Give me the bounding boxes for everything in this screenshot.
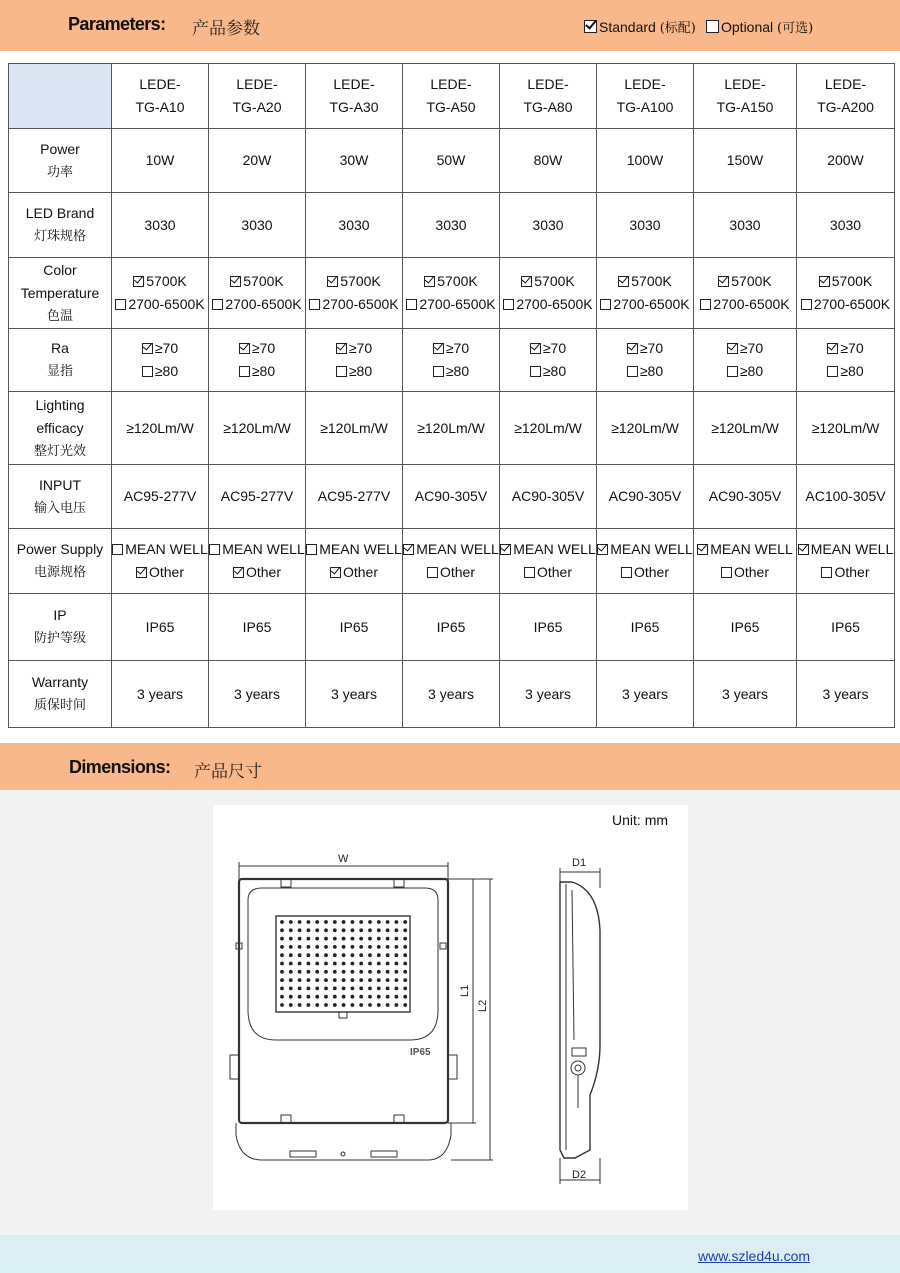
input-row <box>9 465 895 529</box>
efficacy-value: ≥120Lm/W <box>500 392 597 465</box>
dim-l1-label: L1 <box>459 984 471 997</box>
unchecked-box-icon <box>309 299 320 310</box>
ra-options: ≥70 ≥80 <box>797 329 895 392</box>
ip-rating-value: IP65 <box>597 594 694 661</box>
parameters-title-cn: 产品参数 <box>192 19 260 39</box>
power-row <box>9 129 895 193</box>
color-temperature-label: Color Temperature 色温 <box>9 258 112 329</box>
legend-optional: Optional (可选) <box>706 17 813 36</box>
warranty-value: 3 years <box>306 661 403 728</box>
dim-w-label: W <box>338 853 349 865</box>
footer <box>0 1235 900 1273</box>
checked-box-icon <box>233 567 244 578</box>
checked-box-icon <box>133 276 144 287</box>
unchecked-box-icon <box>115 299 126 310</box>
unchecked-box-icon <box>209 544 220 555</box>
unchecked-box-icon <box>306 544 317 555</box>
led-brand-value: 3030 <box>797 193 895 258</box>
unchecked-box-icon <box>600 299 611 310</box>
ra-label: Ra 显指 <box>9 329 112 392</box>
warranty-row <box>9 661 895 728</box>
dim-d1-label: D1 <box>572 857 587 869</box>
input-voltage-value: AC90-305V <box>403 465 500 529</box>
ip-rating-value: IP65 <box>694 594 797 661</box>
color-temperature-options: 5700K 2700-6500K <box>797 258 895 329</box>
led-brand-value: 3030 <box>209 193 306 258</box>
input-voltage-value: AC90-305V <box>694 465 797 529</box>
color-temperature-options: 5700K 2700-6500K <box>597 258 694 329</box>
checked-box-icon <box>424 276 435 287</box>
unchecked-box-icon <box>406 299 417 310</box>
checked-box-icon <box>627 343 638 354</box>
power-value: 10W <box>112 129 209 193</box>
model-header: LEDE- TG-A30 <box>306 64 403 129</box>
model-header: LEDE- TG-A50 <box>403 64 500 129</box>
power-supply-options: MEAN WELL Other <box>209 529 306 594</box>
led-brand-row <box>9 193 895 258</box>
power-supply-options: MEAN WELL Other <box>694 529 797 594</box>
checked-box-icon <box>239 343 250 354</box>
efficacy-value: ≥120Lm/W <box>694 392 797 465</box>
color-temperature-options: 5700K 2700-6500K <box>306 258 403 329</box>
checked-box-icon <box>584 20 597 33</box>
checked-box-icon <box>618 276 629 287</box>
ra-options: ≥70 ≥80 <box>694 329 797 392</box>
led-brand-value: 3030 <box>500 193 597 258</box>
ra-options: ≥70 ≥80 <box>403 329 500 392</box>
color-temperature-options: 5700K 2700-6500K <box>500 258 597 329</box>
power-value: 200W <box>797 129 895 193</box>
checked-box-icon <box>718 276 729 287</box>
unchecked-box-icon <box>621 567 632 578</box>
model-header: LEDE- TG-A200 <box>797 64 895 129</box>
ip-rating-label: IP 防护等级 <box>9 594 112 661</box>
checked-box-icon <box>433 343 444 354</box>
efficacy-value: ≥120Lm/W <box>403 392 500 465</box>
led-brand-value: 3030 <box>403 193 500 258</box>
ip-rating-value: IP65 <box>112 594 209 661</box>
warranty-value: 3 years <box>597 661 694 728</box>
checked-box-icon <box>500 544 511 555</box>
unchecked-box-icon <box>801 299 812 310</box>
ra-options: ≥70 ≥80 <box>209 329 306 392</box>
checked-box-icon <box>142 343 153 354</box>
model-header: LEDE- TG-A150 <box>694 64 797 129</box>
ra-options: ≥70 ≥80 <box>597 329 694 392</box>
checked-box-icon <box>136 567 147 578</box>
color-temperature-options: 5700K 2700-6500K <box>112 258 209 329</box>
checked-box-icon <box>327 276 338 287</box>
power-supply-label: Power Supply 电源规格 <box>9 529 112 594</box>
dimensions-title-cn: 产品尺寸 <box>194 762 262 782</box>
input-voltage-value: AC100-305V <box>797 465 895 529</box>
power-supply-options: MEAN WELL Other <box>112 529 209 594</box>
unchecked-box-icon <box>239 366 250 377</box>
parameters-header <box>0 0 900 51</box>
legend-standard: Standard (标配) <box>584 17 696 36</box>
led-brand-value: 3030 <box>694 193 797 258</box>
checked-box-icon <box>819 276 830 287</box>
efficacy-value: ≥120Lm/W <box>797 392 895 465</box>
led-brand-value: 3030 <box>112 193 209 258</box>
warranty-value: 3 years <box>403 661 500 728</box>
ip-rating-value: IP65 <box>306 594 403 661</box>
efficacy-value: ≥120Lm/W <box>306 392 403 465</box>
checked-box-icon <box>697 544 708 555</box>
model-row <box>9 64 895 129</box>
unchecked-box-icon <box>827 366 838 377</box>
checked-box-icon <box>330 567 341 578</box>
led-brand-value: 3030 <box>597 193 694 258</box>
warranty-value: 3 years <box>112 661 209 728</box>
unchecked-box-icon <box>821 567 832 578</box>
led-brand-value: 3030 <box>306 193 403 258</box>
unchecked-box-icon <box>524 567 535 578</box>
power-value: 20W <box>209 129 306 193</box>
efficacy-label: Lighting efficacy 整灯光效 <box>9 392 112 465</box>
unchecked-box-icon <box>503 299 514 310</box>
model-header: LEDE- TG-A100 <box>597 64 694 129</box>
ip-rating-value: IP65 <box>500 594 597 661</box>
ra-options: ≥70 ≥80 <box>306 329 403 392</box>
model-header: LEDE- TG-A80 <box>500 64 597 129</box>
unchecked-box-icon <box>727 366 738 377</box>
unchecked-box-icon <box>721 567 732 578</box>
power-value: 80W <box>500 129 597 193</box>
unchecked-box-icon <box>530 366 541 377</box>
ip-rating-value: IP65 <box>209 594 306 661</box>
unchecked-box-icon <box>700 299 711 310</box>
power-value: 30W <box>306 129 403 193</box>
unchecked-box-icon <box>433 366 444 377</box>
input-voltage-label: INPUT 输入电压 <box>9 465 112 529</box>
model-header: LEDE- TG-A10 <box>112 64 209 129</box>
input-voltage-value: AC90-305V <box>597 465 694 529</box>
spec-table <box>8 63 895 728</box>
website-link[interactable]: www.szled4u.com <box>698 1248 811 1264</box>
checked-box-icon <box>827 343 838 354</box>
efficacy-value: ≥120Lm/W <box>597 392 694 465</box>
ra-options: ≥70 ≥80 <box>500 329 597 392</box>
parameters-title: Parameters: <box>68 14 166 34</box>
power-supply-options: MEAN WELL Other <box>306 529 403 594</box>
power-supply-row <box>9 529 895 594</box>
efficacy-row <box>9 392 895 465</box>
power-value: 100W <box>597 129 694 193</box>
checked-box-icon <box>530 343 541 354</box>
dim-l2-label: L2 <box>477 999 489 1012</box>
dimension-drawing-panel <box>213 805 688 1210</box>
unchecked-box-icon <box>627 366 638 377</box>
power-supply-options: MEAN WELL Other <box>403 529 500 594</box>
checked-box-icon <box>798 544 809 555</box>
input-voltage-value: AC95-277V <box>306 465 403 529</box>
unchecked-box-icon <box>212 299 223 310</box>
ip-row <box>9 594 895 661</box>
checked-box-icon <box>336 343 347 354</box>
ra-row <box>9 329 895 392</box>
checked-box-icon <box>727 343 738 354</box>
color-temperature-row <box>9 258 895 329</box>
ra-options: ≥70 ≥80 <box>112 329 209 392</box>
unchecked-box-icon <box>336 366 347 377</box>
efficacy-value: ≥120Lm/W <box>112 392 209 465</box>
input-voltage-value: AC95-277V <box>112 465 209 529</box>
power-supply-options: MEAN WELL Other <box>500 529 597 594</box>
color-temperature-options: 5700K 2700-6500K <box>694 258 797 329</box>
checked-box-icon <box>403 544 414 555</box>
warranty-value: 3 years <box>797 661 895 728</box>
checked-box-icon <box>597 544 608 555</box>
table-corner <box>9 64 112 129</box>
power-supply-options: MEAN WELL Other <box>597 529 694 594</box>
power-supply-options: MEAN WELL Other <box>797 529 895 594</box>
color-temperature-options: 5700K 2700-6500K <box>403 258 500 329</box>
dimensions-header <box>0 743 900 790</box>
checked-box-icon <box>230 276 241 287</box>
unchecked-box-icon <box>112 544 123 555</box>
power-value: 150W <box>694 129 797 193</box>
led-brand-label: LED Brand 灯珠规格 <box>9 193 112 258</box>
input-voltage-value: AC95-277V <box>209 465 306 529</box>
unit-label: Unit: mm <box>612 812 669 828</box>
input-voltage-value: AC90-305V <box>500 465 597 529</box>
model-header: LEDE- TG-A20 <box>209 64 306 129</box>
ip-marking: IP65 <box>410 1047 431 1058</box>
unchecked-box-icon <box>427 567 438 578</box>
color-temperature-options: 5700K 2700-6500K <box>209 258 306 329</box>
dimensions-title: Dimensions: <box>69 757 171 777</box>
efficacy-value: ≥120Lm/W <box>209 392 306 465</box>
warranty-label: Warranty 质保时间 <box>9 661 112 728</box>
ip-rating-value: IP65 <box>403 594 500 661</box>
unchecked-box-icon <box>706 20 719 33</box>
unchecked-box-icon <box>142 366 153 377</box>
warranty-value: 3 years <box>500 661 597 728</box>
ip-rating-value: IP65 <box>797 594 895 661</box>
power-label: Power 功率 <box>9 129 112 193</box>
dim-d2-label: D2 <box>572 1169 587 1181</box>
warranty-value: 3 years <box>694 661 797 728</box>
power-value: 50W <box>403 129 500 193</box>
checked-box-icon <box>521 276 532 287</box>
warranty-value: 3 years <box>209 661 306 728</box>
